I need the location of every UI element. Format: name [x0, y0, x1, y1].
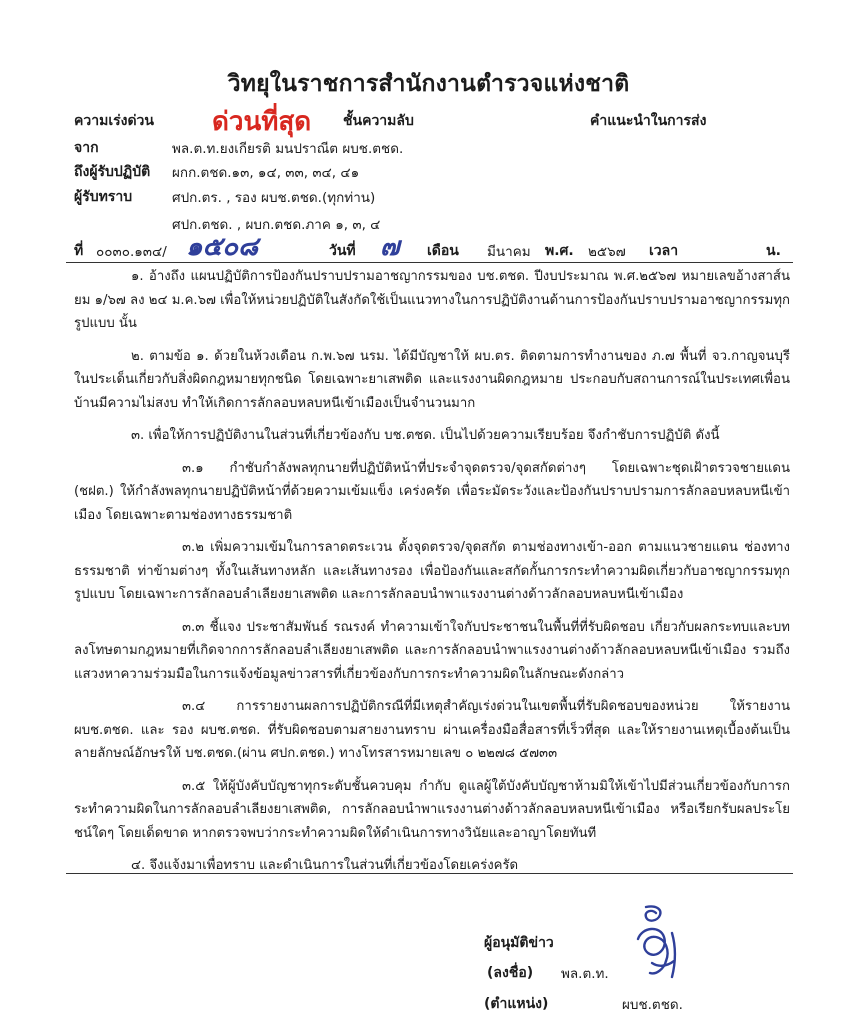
year-value: ๒๕๖๗ — [588, 244, 626, 260]
cc-label: ผู้รับทราบ — [74, 189, 133, 205]
paragraph-1: ๑. อ้างถึง แผนปฏิบัติการป้องกันปราบปรามอาชญากรรมของ บช.ตชด. ปีงบประมาณ พ.ศ.๒๕๖๗ หมายเลขอ้างสาส์นยม ๑/๖๗ ลง ๒๔ ม.ค.๖๗ เพื่อให้หน่วยปฏิบัติในสังกัดใช้เป็นแนวทางในการปฏิบัติงานด้านการป้องกันปราบปรามอาชญากรรมทุกรูปแบบ นั้น — [74, 269, 790, 331]
paragraph-3-2: ๓.๒ เพิ่มความเข้มในการลาดตระเวน ตั้งจุดตรวจ/จุดสกัด ตามช่องทางเข้า-ออก ตามแนวชายแดน ช่องทางธรรมชาติ ท่าข้ามต่างๆ ทั้งในเส้นทางหลัก และเส้นทางรอง เพื่อป้องกันและสกัดกั้นการกระทำความผิดเกี่ยวกับอาชญากรรมทุกรูปแบบ โดยเฉพาะการลักลอบลำเลียงยาเสพติด และการลักลอบนำพาแรงงานต่างด้าวลักลอบหลบหนีเข้าเมือง — [74, 540, 790, 602]
message-body — [74, 265, 790, 878]
handwritten-signature — [616, 903, 696, 985]
ref-no-prefix: ๐๐๓๐.๑๓๔/ — [96, 244, 167, 260]
ref-no-handwritten: ๑๕๐๘ — [186, 232, 259, 262]
position-value: ผบช.ตชด. — [622, 997, 683, 1013]
month-label: เดือน — [427, 243, 459, 259]
paragraph-3: ๓. เพื่อให้การปฏิบัติงานในส่วนที่เกี่ยวข้องกับ บช.ตชด. เป็นไปด้วยความเรียบร้อย จึงกำชับการปฏิบัติ ดังนี้ — [131, 428, 720, 443]
position-label: (ตำแหน่ง) — [484, 996, 549, 1012]
time-suffix: น. — [766, 243, 781, 259]
paragraph-2: ๒. ตามข้อ ๑. ด้วยในห้วงเดือน ก.พ.๖๗ นรม. ได้มีบัญชาให้ ผบ.ตร. ติดตามการทำงานของ ภ.๗ พื้นที่ จว.กาญจนบุรี ในประเด็นเกี่ยวกับสิ่งผิดกฎหมายทุกชนิด โดยเฉพาะยาเสพติด และแรงงานผิดกฎหมาย ประกอบกับสถานการณ์ในประเทศเพื่อนบ้านมีความไม่สงบ ทำให้เกิดการลักลอบหลบหนีเข้าเมืองเป็นจำนวนมาก — [74, 348, 790, 411]
document-title: วิทยุในราชการสำนักงานตำรวจแห่งชาติ — [227, 71, 630, 97]
footer-divider — [66, 873, 793, 874]
header-divider — [66, 262, 793, 263]
month-value: มีนาคม — [487, 244, 531, 260]
urgency-label: ความเร่งด่วน — [74, 113, 154, 129]
secrecy-label: ชั้นความลับ — [343, 113, 414, 129]
paragraph-3-4: ๓.๔ การรายงานผลการปฏิบัติกรณีที่มีเหตุสำคัญเร่งด่วนในเขตพื้นที่รับผิดชอบของหน่วย ให้รายงาน ผบช.ตชด. และ รอง ผบช.ตชด. ที่รับผิดชอบตามสายงานทราบ ผ่านเครื่องมือสื่อสารที่เร็วที่สุด และให้รายงานเหตุเบื้องต้นเป็นลายลักษณ์อักษรให้ บช.ตชด.(ผ่าน ศปก.ตชด.) ทางโทรสารหมายเลข ๐ ๒๒๗๘ ๕๗๓๓ — [74, 699, 790, 761]
day-label: วันที่ — [329, 243, 356, 259]
paragraph-3-3: ๓.๓ ชี้แจง ประชาสัมพันธ์ รณรงค์ ทำความเข้าใจกับประชาชนในพื้นที่ที่รับผิดชอบ เกี่ยวกับผลกระทบและบทลงโทษตามกฎหมายที่เกิดจากการลักลอบลำเลียงยาเสพติด และการลักลอบนำพาแรงงานต่างด้าวลักลอบหลบหนีเข้าเมือง รวมถึงแสวงหาความร่วมมือในการแจ้งข้อมูลข่าวสารที่เกี่ยวข้องกับการกระทำความผิดในลักษณะดังกล่าว — [74, 619, 790, 682]
sign-label: (ลงชื่อ) — [487, 965, 534, 981]
paragraph-3-5: ๓.๕ ให้ผู้บังคับบัญชาทุกระดับชั้นควบคุม กำกับ ดูแลผู้ใต้บังคับบัญชาห้ามมิให้เข้าไปมีส่วนเกี่ยวข้องกับการกระทำความผิดในการลักลอบลำเลียงยาเสพติด, การลักลอบนำพาแรงงานต่างด้าวลักลอบหลบหนีเข้าเมือง หรือเรียกรับผลประโยชน์ใดๆ โดยเด็ดขาด หากตรวจพบว่ากระทำความผิดให้ดำเนินการทางวินัยและอาญาโดยทันที — [74, 778, 790, 841]
day-handwritten: ๗ — [380, 232, 400, 262]
approver-label: ผู้อนุมัติข่าว — [484, 935, 554, 951]
sign-rank: พล.ต.ท. — [561, 966, 609, 982]
cc-line-2: ศปก.ตชด. , ผบก.ตชด.ภาค ๑, ๓, ๔ — [172, 217, 381, 233]
cc-line-1: ศปก.ตร. , รอง ผบช.ตชด.(ทุกท่าน) — [172, 190, 376, 206]
year-label: พ.ศ. — [545, 243, 574, 259]
paragraph-3-1: ๓.๑ กำชับกำลังพลทุกนายที่ปฏิบัติหน้าที่ประจำจุดตรวจ/จุดสกัดต่างๆ โดยเฉพาะชุดเฝ้าตรวจชายแดน (ชฝต.) ให้กำลังพลทุกนายปฏิบัติหน้าที่ด้วยความเข้มแข็ง เคร่งครัด เพื่อระมัดระวังและป้องกันปราบปรามการลักลอบหลบหนีเข้าเมือง โดยเฉพาะตามช่องทางธรรมชาติ — [74, 460, 790, 523]
paragraph-4: ๔. จึงแจ้งมาเพื่อทราบ และดำเนินการในส่วนที่เกี่ยวข้องโดยเคร่งครัด — [131, 858, 519, 873]
ref-no-label: ที่ — [74, 243, 84, 259]
to-label: ถึงผู้รับปฏิบัติ — [74, 164, 151, 180]
from-value: พล.ต.ท.ยงเกียรติ มนปราณีต ผบช.ตชด. — [172, 141, 404, 157]
instruction-label: คำแนะนำในการส่ง — [590, 113, 707, 129]
time-label: เวลา — [649, 243, 679, 259]
to-value: ผกก.ตชด.๑๓, ๑๔, ๓๓, ๓๔, ๔๑ — [172, 165, 360, 181]
from-label: จาก — [74, 140, 99, 156]
urgency-value: ด่วนที่สุด — [212, 107, 312, 137]
